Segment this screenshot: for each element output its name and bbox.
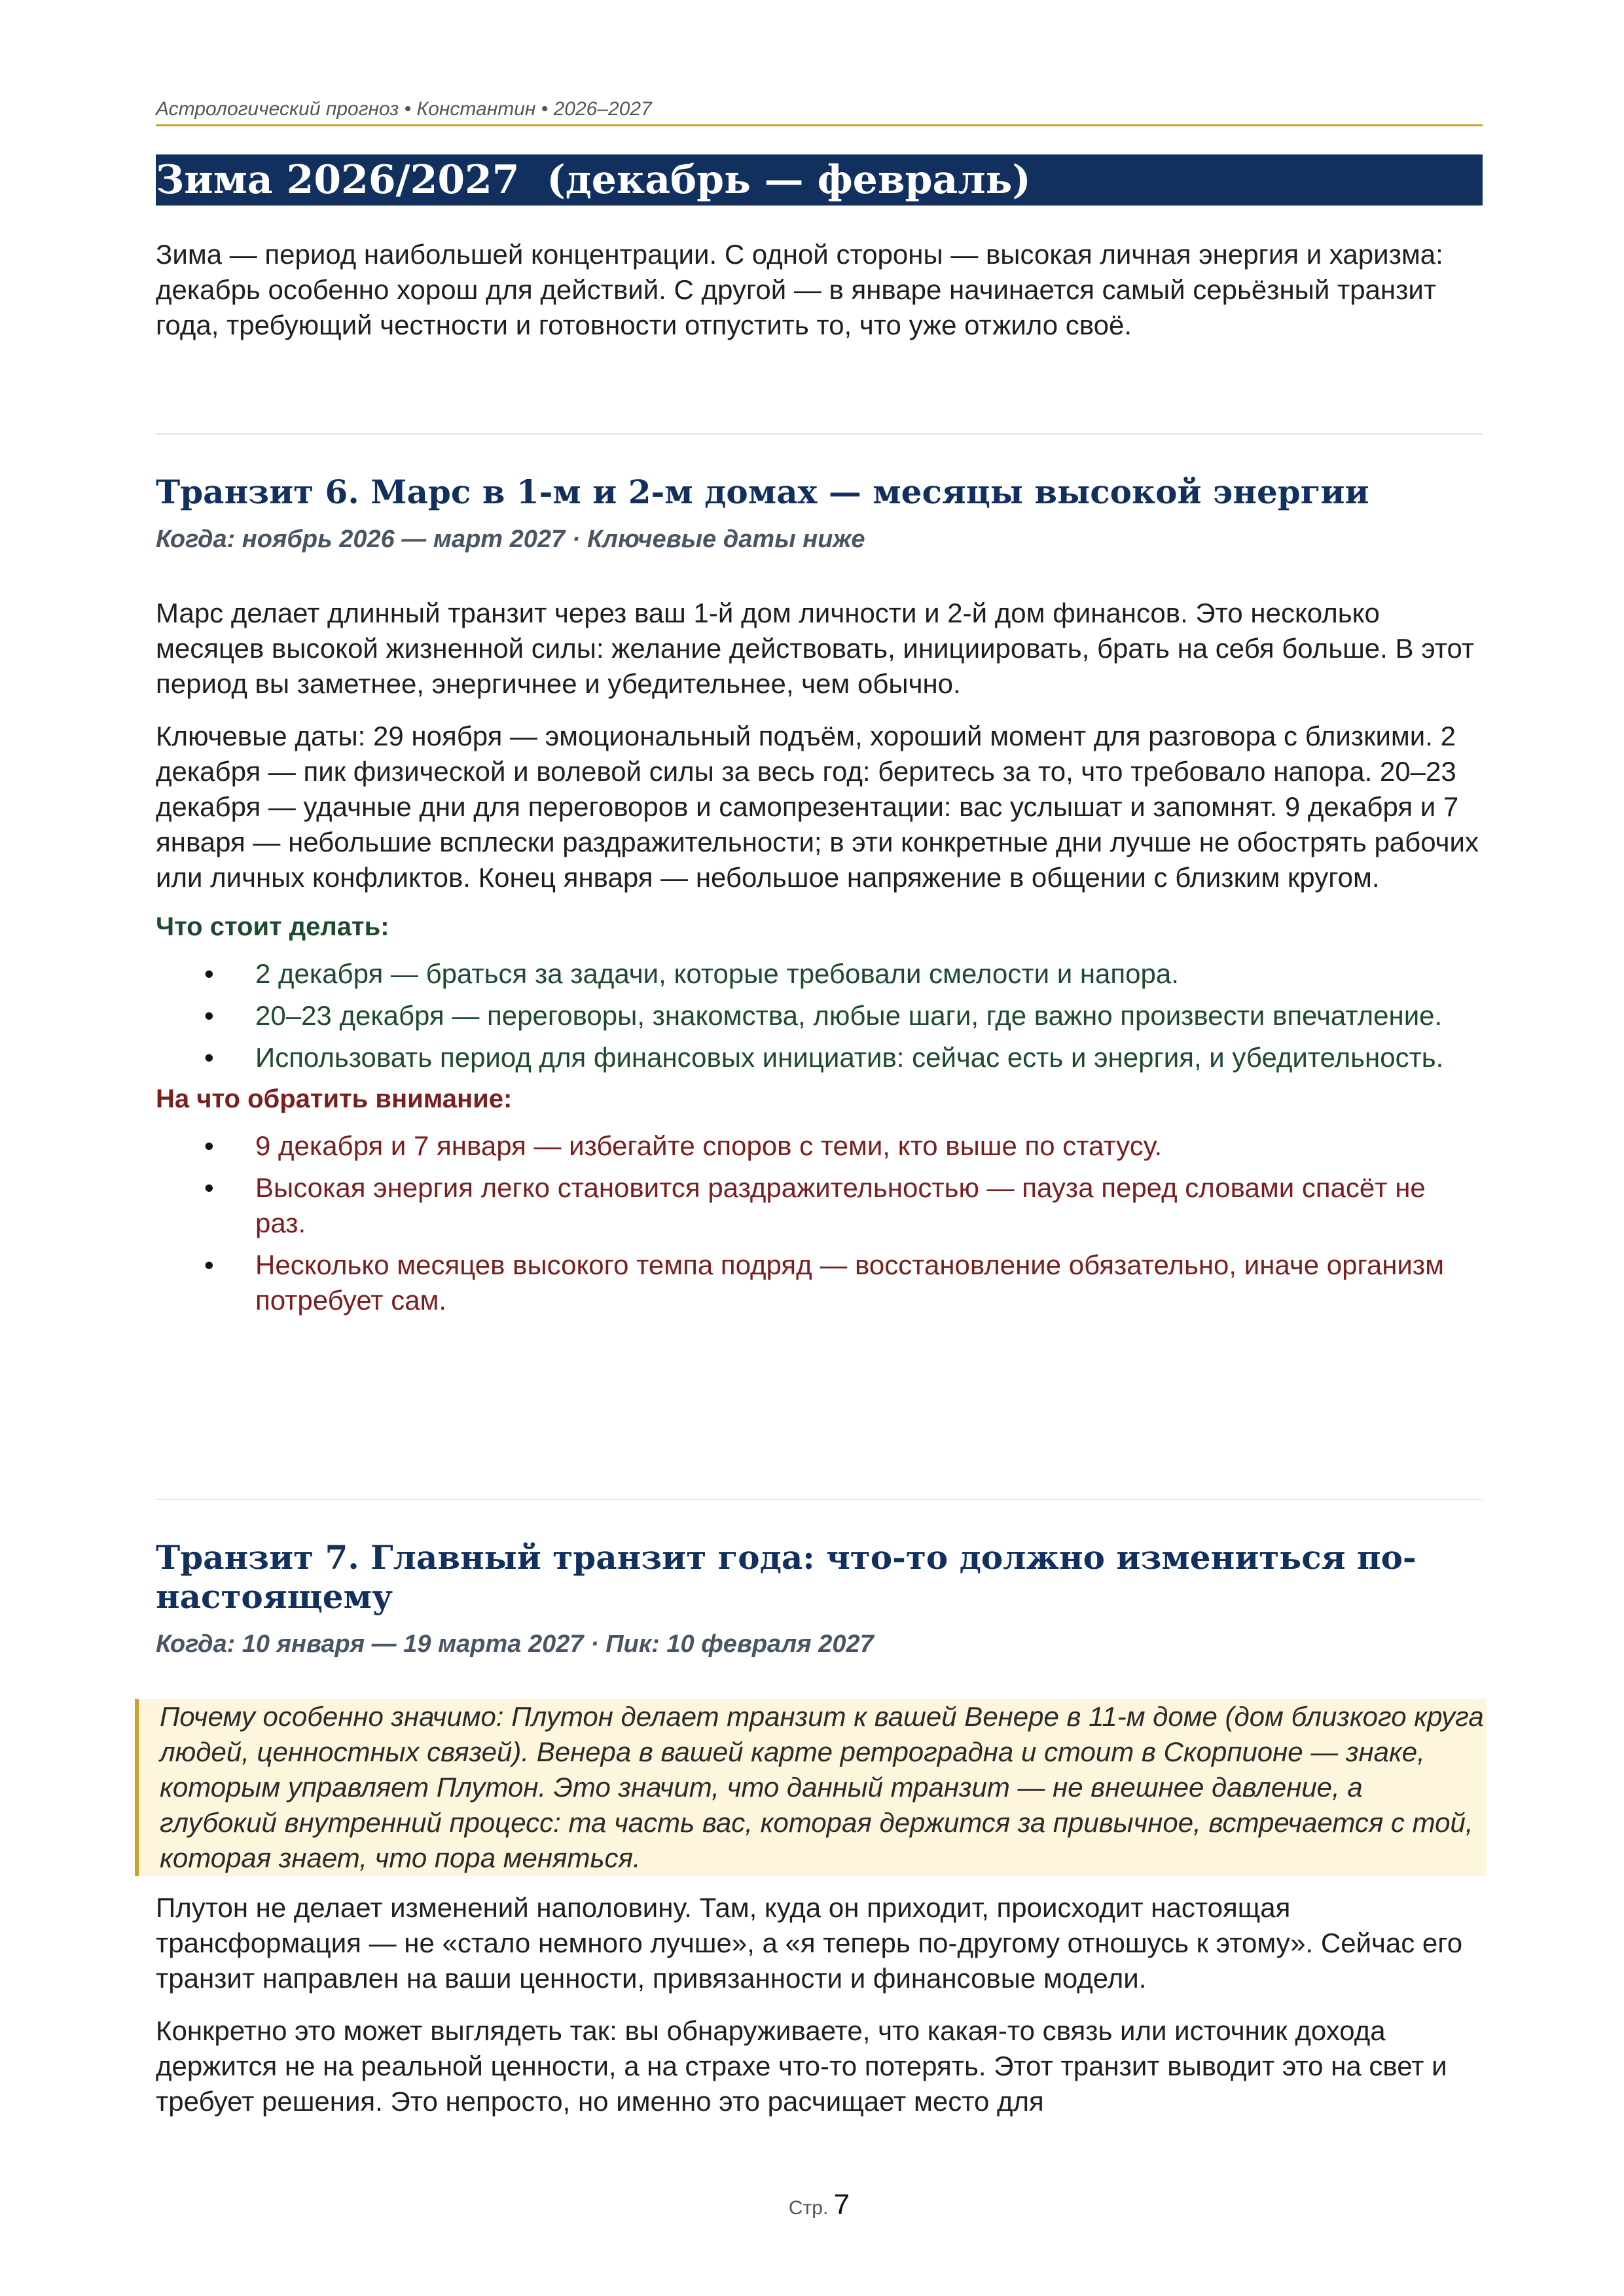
list-item: • Использовать период для финансовых инициатив: сейчас есть и энергия, и убедительность. — [156, 1040, 1483, 1075]
highlight-callout: Почему особенно значимо: Плутон делает транзит к вашей Венере в 11-м доме (дом близкого круга людей, ценностных связей). Венера в вашей карте ретроградна и стоит в Скорпионе — знаке, которым управляет Плутон. Это значит, что данный транзит — не внешнее давление, а глубокий внутренний процесс: та часть вас, которая держится за привычное, встречается с той, которая знает, что пора меняться. — [135, 1699, 1487, 1876]
transit-6-body — [156, 596, 1483, 1325]
transit-6-paragraph-1: Марс делает длинный транзит через ваш 1-й дом личности и 2-й дом финансов. Это несколько месяцев высокой жизненной силы: желание действовать, инициировать, брать на себя больше. В этот период вы заметнее, энергичнее и убедительнее, чем обычно. — [156, 598, 1475, 699]
list-item: • Несколько месяцев высокого темпа подряд — восстановление обязательно, иначе организм потребует сам. — [156, 1247, 1483, 1318]
list-item: • 2 декабря — браться за задачи, которые требовали смелости и напора. — [156, 956, 1483, 992]
section-divider — [156, 1499, 1483, 1500]
transit-6-when: Когда: ноябрь 2026 — март 2027 · Ключевые даты ниже — [156, 526, 865, 553]
page-number: 7 — [833, 2189, 850, 2221]
list-item: • 9 декабря и 7 января — избегайте споров с теми, кто выше по статусу. — [156, 1128, 1483, 1164]
transit-7-paragraph-1: Плутон не делает изменений наполовину. Там, куда он приходит, происходит настоящая трансформация — не «стало немного лучше», а «я теперь по-другому отношусь к этому». Сейчас его транзит направлен на ваши ценности, привязанности и финансовые модели. — [156, 1892, 1463, 1994]
transit-6-paragraph-2: Ключевые даты: 29 ноября — эмоциональный подъём, хороший момент для разговора с близкими. 2 декабря — пик физической и волевой силы за весь год: беритесь за то, что требовало напора. 20–23 декабря — удачные дни для переговоров и самопрезентации: вас услышат и запомнят. 9 декабря и 7 января — небольшие всплески раздражительности; в эти конкретные дни лучше не обострять рабочих или личных конфликтов. Конец января — небольшое напряжение в общении с близким кругом. — [156, 721, 1479, 893]
warn-list — [156, 1128, 1483, 1318]
season-heading: Зима 2026/2027 (декабрь — февраль) — [156, 154, 1483, 206]
list-item: • Высокая энергия легко становится раздражительностью — пауза перед словами спасёт не раз. — [156, 1170, 1483, 1241]
warn-label: На что обратить внимание: — [156, 1085, 513, 1113]
page-label: Стр. — [788, 2197, 829, 2219]
list-item: • 20–23 декабря — переговоры, знакомства, любые шаги, где важно произвести впечатление. — [156, 998, 1483, 1033]
transit-7-body — [156, 1890, 1483, 2119]
transit-7-title: Транзит 7. Главный транзит года: что-то должно измениться по-настоящему — [156, 1538, 1416, 1616]
season-intro: Зима — период наибольшей концентрации. С одной стороны — высокая личная энергия и харизма: декабрь особенно хорош для действий. С другой — в январе начинается самый серьёзный транзит года, требующий честности и готовности отпустить то, что уже отжило своё. — [156, 239, 1443, 340]
transit-7-paragraph-2: Конкретно это может выглядеть так: вы обнаруживаете, что какая-то связь или источник дохода держится не на реальной ценности, а на страхе что-то потерять. Этот транзит выводит это на свет и требует решения. Это непросто, но именно это расчищает место для — [156, 2015, 1447, 2117]
do-list — [156, 956, 1483, 1075]
running-header: Астрологический прогноз • Константин • 2026–2027 — [156, 98, 1483, 126]
transit-7-when: Когда: 10 января — 19 марта 2027 · Пик: 10 февраля 2027 — [156, 1630, 874, 1658]
do-label: Что стоит делать: — [156, 912, 389, 941]
transit-6-title: Транзит 6. Марс в 1-м и 2-м домах — месяцы высокой энергии — [156, 473, 1369, 511]
page-footer — [156, 2189, 1483, 2221]
section-divider — [156, 433, 1483, 435]
